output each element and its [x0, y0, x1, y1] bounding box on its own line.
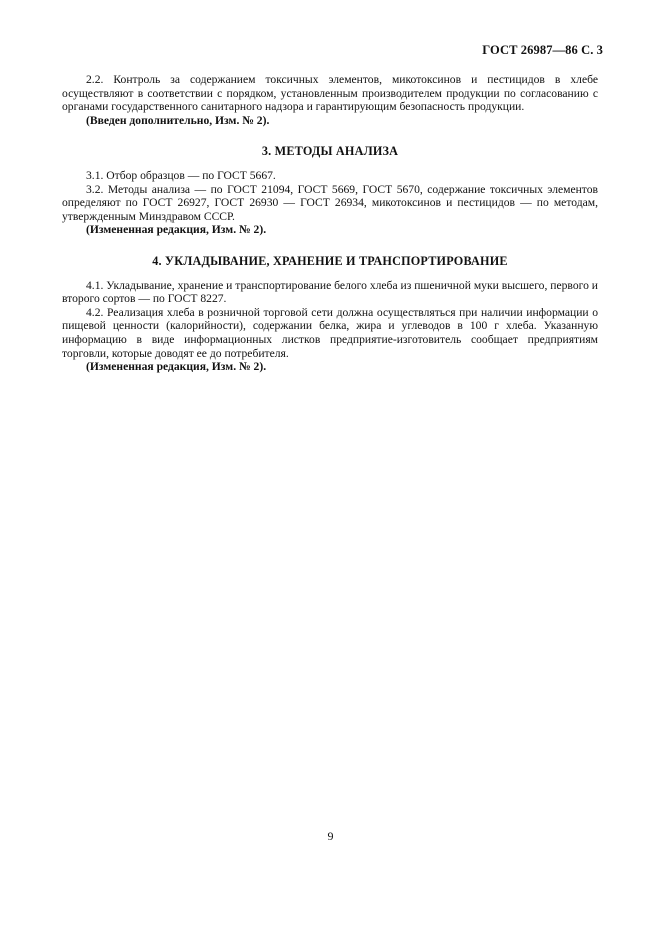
section-heading-4: 4. УКЛАДЫВАНИЕ, ХРАНЕНИЕ И ТРАНСПОРТИРОВАНИЕ — [152, 253, 508, 268]
page-number: 9 — [327, 829, 334, 843]
paragraph-4-1: 4.1. Укладывание, хранение и транспортирование белого хлеба из пшеничной муки высшего, первого и второго сортов — по ГОСТ 8227. — [62, 278, 598, 306]
section-heading-3: 3. МЕТОДЫ АНАЛИЗА — [261, 144, 399, 159]
paragraph-4-2: 4.2. Реализация хлеба в розничной торговой сети должна осуществляться при наличии информации о пищевой ценности (калорийности), содержании белка, жира и углеводов в 100 г хлеба. Указанную информацию в виде информационных листков предприятие-изготовитель сообщает предприятиям торговли, которые доводят ее до потребителя. — [62, 305, 598, 360]
document-body — [62, 73, 598, 374]
amendment-note: (Измененная редакция, Изм. № 2). — [86, 360, 267, 374]
paragraph-3-2: 3.2. Методы анализа — по ГОСТ 21094, ГОСТ 5669, ГОСТ 5670, содержание токсичных элементов определяют по ГОСТ 26927, ГОСТ 26930 — ГОСТ 26934, микотоксинов и пестицидов — по методам, утвержденным Минздравом СССР. — [62, 182, 598, 223]
paragraph-2-2: 2.2. Контроль за содержанием токсичных элементов, микотоксинов и пестицидов в хлебе осуществляют в соответствии с порядком, установленным производителем продукции по согласованию с органами государственного санитарного надзора и гарантирующим безопасность продукции. — [62, 73, 598, 114]
amendment-note: (Измененная редакция, Изм. № 2). — [86, 223, 267, 237]
amendment-note: (Введен дополнительно, Изм. № 2). — [86, 113, 270, 127]
document-header: ГОСТ 26987—86 С. 3 — [482, 43, 603, 57]
paragraph-3-1: 3.1. Отбор образцов — по ГОСТ 5667. — [86, 168, 276, 182]
